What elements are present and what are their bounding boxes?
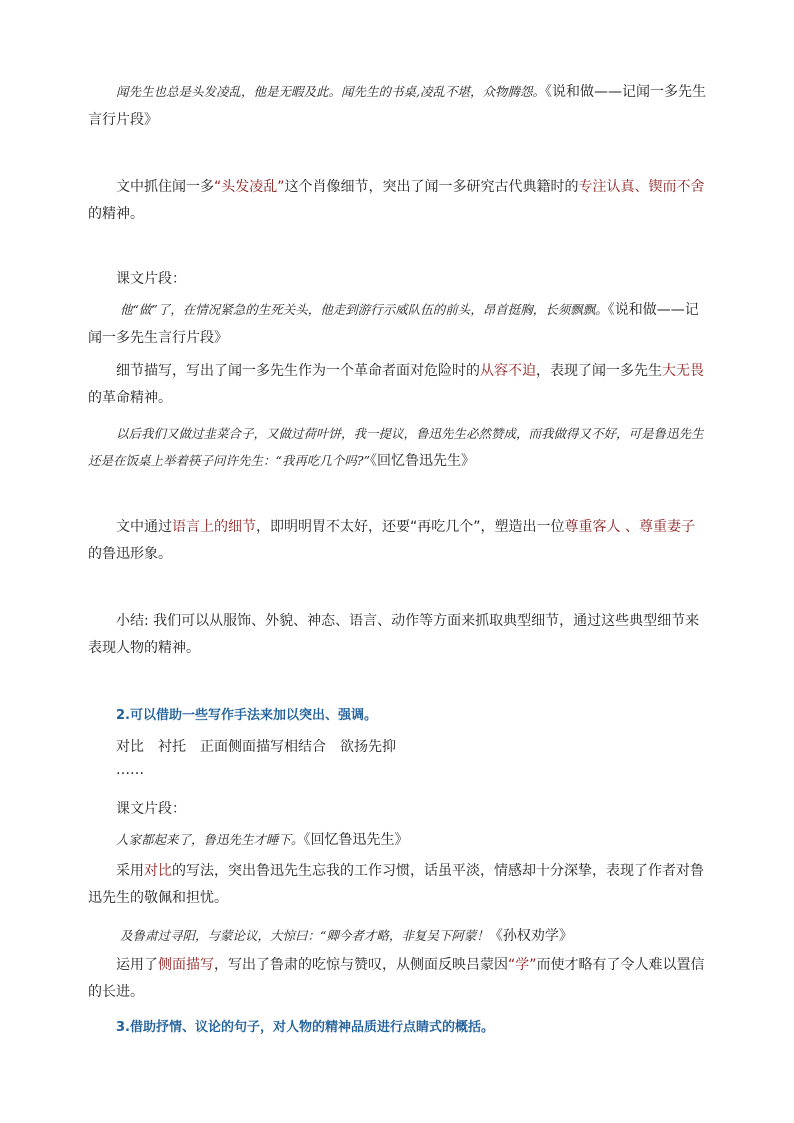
analysis-paragraph-1: 文中抓住闻一多“头发凌乱”这个肖像细节，突出了闻一多研究古代典籍时的专注认真、锲而不舍的精神。 xyxy=(88,179,705,222)
quote-paragraph-2 xyxy=(88,296,708,352)
highlight-text: 专注认真、锲而不舍 xyxy=(578,179,705,195)
analysis-paragraph-5: 运用了侧面描写，写出了鲁肃的吃惊与赞叹，从侧面反映吕蒙因“学”而使才略有了令人难以置信的长进。 xyxy=(88,957,705,1000)
quote-source: 《说和做——记闻一多先生言行片段》 xyxy=(88,84,706,128)
analysis-paragraph-3: 文中通过语言上的细节，即明明胃不太好，还要“再吃几个”，塑造出一位尊重客人 、尊重妻子的鲁迅形象。 xyxy=(88,519,695,562)
quote-source: 《说和做——记闻一多先生言行片段》 xyxy=(88,302,699,346)
quote-paragraph-5 xyxy=(88,922,708,950)
quote-paragraph-1 xyxy=(88,78,708,134)
quote-paragraph-4 xyxy=(88,826,708,854)
highlight-quote: “学” xyxy=(508,957,537,973)
highlight-text: 从容不迫 xyxy=(480,363,536,379)
highlight-text: 侧面描写 xyxy=(158,957,214,973)
analysis-paragraph-2: 细节描写，写出了闻一多先生作为一个革命者面对危险时的从容不迫，表现了闻一多先生大无畏的革命精神。 xyxy=(88,363,704,406)
highlight-quote: “头发凌乱” xyxy=(214,179,285,195)
highlight-text: 对比 xyxy=(144,863,172,879)
highlight-text: 语言上的细节 xyxy=(172,519,256,535)
excerpt-label-1: 课文片段： xyxy=(116,271,186,287)
quote-text: 及鲁肃过寻阳，与蒙论议，大惊曰：“卿今者才略，非复吴下阿蒙！ xyxy=(120,928,489,943)
analysis-paragraph-4: 采用对比的写法，突出鲁迅先生忘我的工作习惯，话虽平淡，情感却十分深挚，表现了作者对鲁迅先生的敬佩和担忧。 xyxy=(88,863,704,906)
technique-item: 衬托 xyxy=(158,739,186,755)
quote-paragraph-3 xyxy=(88,420,708,475)
technique-item: 欲扬先抑 xyxy=(340,739,396,755)
technique-item: 正面侧面描写相结合 xyxy=(200,739,326,755)
section-heading-2: 2.可以借助一些写作手法来加以突出、强调。 xyxy=(116,708,377,723)
highlight-text: 尊重客人 、尊重妻子 xyxy=(564,519,695,535)
technique-item: 对比 xyxy=(116,739,144,755)
quote-source: 《回忆鲁迅先生》 xyxy=(303,832,409,848)
excerpt-label-2: 课文片段： xyxy=(116,801,186,817)
quote-source: 《孙权劝学》 xyxy=(488,928,573,944)
summary-paragraph: 小结: 我们可以从服饰、外貌、神态、语言、动作等方面来抓取典型细节，通过这些典型细节来表现人物的精神。 xyxy=(88,613,700,656)
technique-list xyxy=(88,734,708,761)
quote-text: 人家都起来了，鲁迅先生才睡下。 xyxy=(116,832,304,847)
quote-text: 他“做”了，在情况紧急的生死关头，他走到游行示威队伍的前头，昂首挺胸，长须飘飘。 xyxy=(120,302,608,317)
highlight-text: 大无畏 xyxy=(662,363,704,379)
ellipsis: …… xyxy=(116,762,144,778)
quote-text: 以后我们又做过韭菜合子，又做过荷叶饼，我一提议，鲁迅先生必然赞成，而我做得又不好，可是鲁迅先生还是在饭桌上举着筷子问许先生：“我再吃几个吗?” xyxy=(88,426,704,468)
quote-source: 《回忆鲁迅先生》 xyxy=(369,453,475,469)
quote-text: 闻先生也总是头发凌乱，他是无暇及此。闻先生的书桌,凌乱不堪，众物腾怨。 xyxy=(116,84,545,99)
section-heading-3: 3.借助抒情、议论的句子，对人物的精神品质进行点睛式的概括。 xyxy=(116,1020,494,1035)
